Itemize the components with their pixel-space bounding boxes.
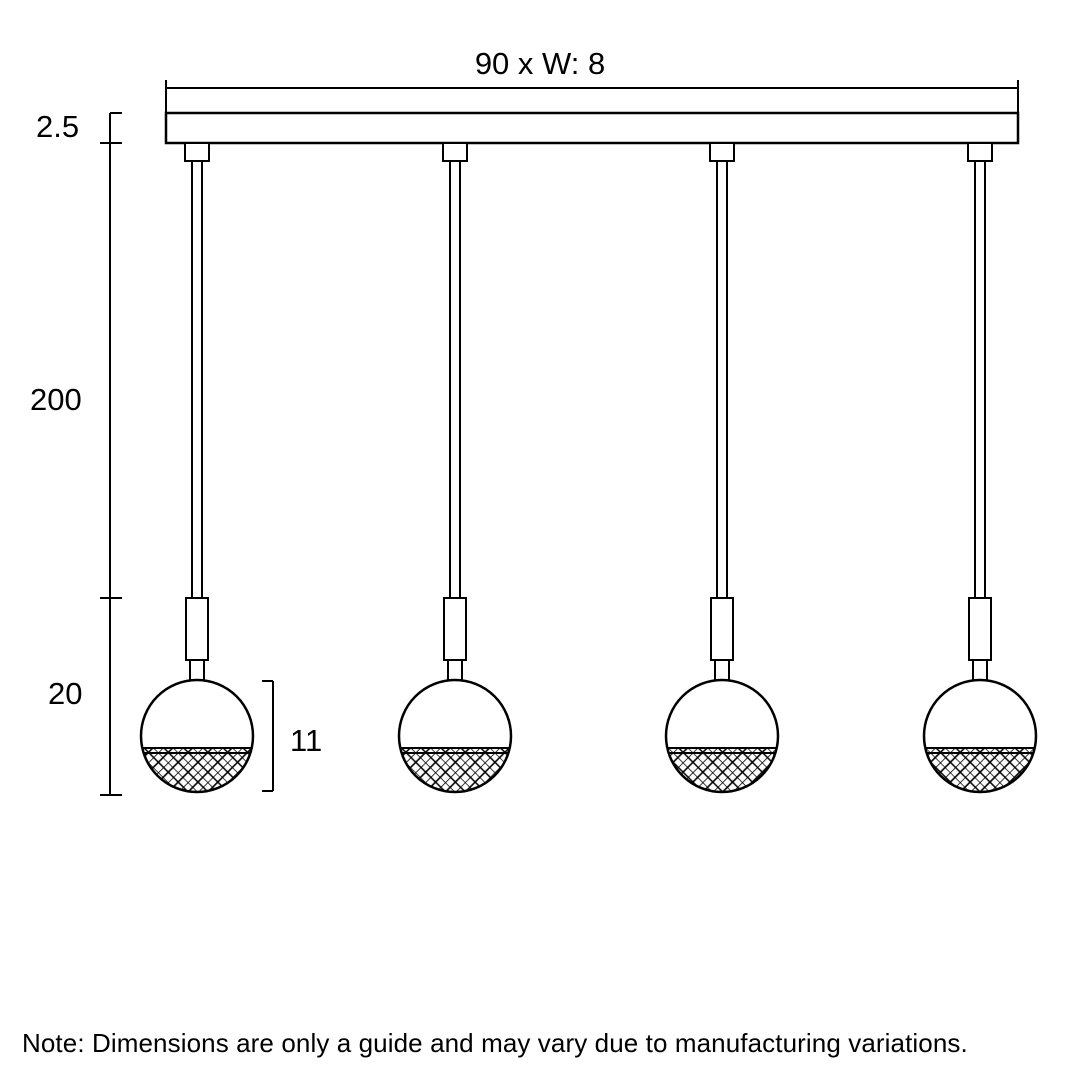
canopy-bar bbox=[166, 113, 1018, 143]
pendant-2 bbox=[399, 143, 511, 798]
pendant-3 bbox=[666, 143, 778, 798]
pendant-1 bbox=[141, 143, 253, 798]
globe-diameter-label: 11 bbox=[290, 723, 323, 758]
globe-height-dimension bbox=[100, 598, 122, 795]
globe-diameter-dimension bbox=[262, 681, 273, 791]
canopy-height-dimension bbox=[110, 113, 122, 143]
drop-dimension bbox=[100, 143, 122, 598]
canopy-height-label: 2.5 bbox=[36, 109, 80, 144]
globe-height-label: 20 bbox=[48, 676, 83, 711]
overall-width-label: 90 x W: 8 bbox=[474, 46, 606, 81]
disclaimer-note: Note: Dimensions are only a guide and may vary due to manufacturing variations. bbox=[22, 1028, 968, 1058]
drop-length-label: 200 bbox=[30, 382, 82, 417]
width-dimension bbox=[166, 80, 1018, 112]
pendant-4 bbox=[924, 143, 1036, 798]
